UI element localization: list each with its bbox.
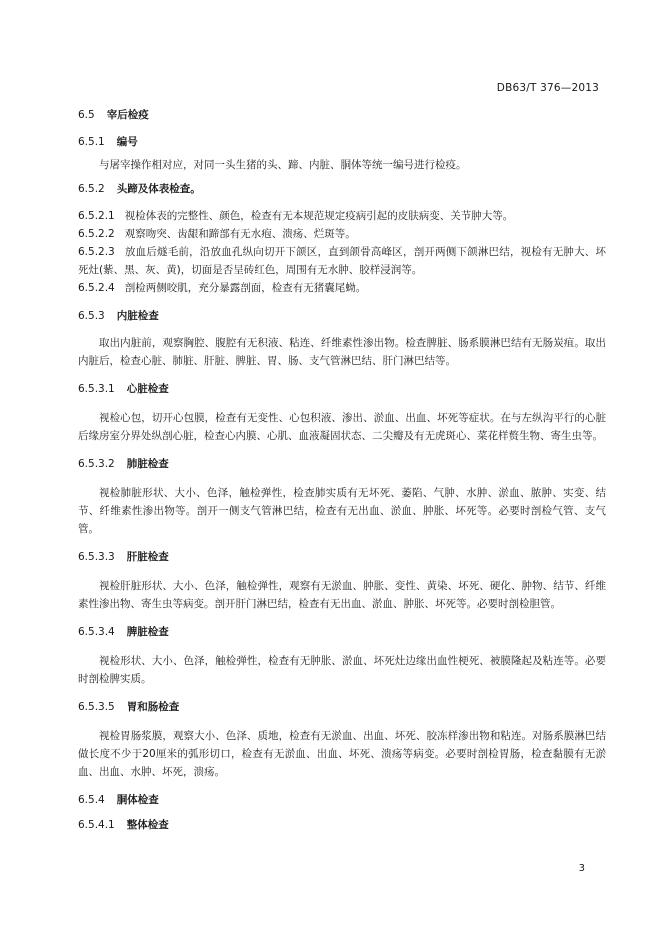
item-text: 观察吻突、齿龈和蹄部有无水疱、溃疡、烂斑等。 (124, 228, 356, 240)
item-number: 6.5.2.3 (78, 246, 115, 258)
page-number: 3 (578, 863, 585, 874)
paragraph-6-5-1: 与屠宰操作相对应，对同一头生猪的头、蹄、内脏、胴体等统一编号进行检疫。 (99, 159, 467, 171)
item-6-5-2-4 (78, 279, 606, 297)
heading-6-5-4 (78, 793, 606, 808)
heading-6-5-3-2 (78, 457, 606, 472)
heading-6-5-1 (78, 135, 606, 150)
heading-number: 6.5.3 (78, 310, 105, 322)
heading-number: 6.5.1 (78, 136, 105, 148)
heading-title: 胴体检查 (116, 794, 159, 806)
heading-title: 头蹄及体表检查。 (116, 183, 201, 195)
heading-title: 脾脏检查 (126, 626, 169, 638)
heading-number: 6.5.3.1 (78, 383, 115, 395)
heading-number: 6.5.2 (78, 183, 105, 195)
heading-number: 6.5 (78, 109, 95, 121)
heading-6-5-3 (78, 309, 606, 324)
paragraph-6-5-3-2: 视检肺脏形状、大小、色泽，触检弹性，检查肺实质有无坏死、萎陷、气肿、水肿、淤血、脓肿、实变、结节、纤维素性渗出物等。剖开一侧支气管淋巴结，检查有无出血、淤血、肿胀、坏死等。必要时剖检气管、支气管。 (78, 487, 606, 535)
heading-6-5-4-1 (78, 818, 606, 833)
paragraph-6-5-3: 取出内脏前，观察胸腔、腹腔有无积液、粘连、纤维素性渗出物。检查脾脏、肠系膜淋巴结有无肠炭疽。取出内脏后，检查心脏、肺脏、肝脏、脾脏、胃、肠、支气管淋巴结、肝门淋巴结等。 (78, 337, 606, 367)
heading-title: 肝脏检查 (126, 551, 169, 563)
paragraph-6-5-3-4: 视检形状、大小、色泽，触检弹性，检查有无肿胀、淤血、坏死灶边缘出血性梗死、被膜隆起及粘连等。必要时剖检脾实质。 (78, 655, 606, 685)
item-text: 剖检两侧咬肌，充分暴露剖面，检查有无猪囊尾蚴。 (124, 282, 367, 294)
heading-6-5-3-1 (78, 382, 606, 397)
heading-title: 胃和肠检查 (126, 701, 180, 713)
item-6-5-2-3 (78, 243, 606, 279)
heading-number: 6.5.3.2 (78, 458, 115, 470)
item-number: 6.5.2.1 (78, 210, 115, 222)
heading-number: 6.5.3.5 (78, 701, 115, 713)
paragraph-6-5-3-1: 视检心包，切开心包膜，检查有无变性、心包积液、渗出、淤血、出血、坏死等症状。在与左纵沟平行的心脏后缘房室分界处纵剖心脏，检查心内膜、心肌、血液凝固状态、二尖瓣及有无虎斑心、菜花样赘生物、寄生虫等。 (78, 412, 606, 442)
paragraph-6-5-3-5: 视检胃肠浆膜，观察大小、色泽、质地，检查有无淤血、出血、坏死、胶冻样渗出物和粘连。对肠系膜淋巴结做长度不少于20厘米的弧形切口，检查有无淤血、出血、坏死、溃疡等病变。必要时剖检胃肠，检查黏膜有无淤血、出血、水肿、坏死，溃疡。 (78, 730, 606, 778)
page-content (78, 108, 606, 833)
item-6-5-2-2 (78, 225, 606, 243)
heading-number: 6.5.4 (78, 794, 105, 806)
heading-title: 肺脏检查 (126, 458, 169, 470)
heading-number: 6.5.3.4 (78, 626, 115, 638)
heading-6-5 (78, 108, 606, 123)
heading-title: 心脏检查 (126, 383, 169, 395)
item-text: 视检体表的完整性、颜色，检查有无本规范规定疫病引起的皮肤病变、关节肿大等。 (124, 210, 514, 222)
item-text: 放血后燧毛前，沿放血孔纵向切开下颌区，直到颌骨高峰区，剖开两侧下颌淋巴结，视检有无肿大、坏死灶(紫、黑、灰、黄)，切面是否呈砖红色，周围有无水肿、胶样浸润等。 (78, 246, 606, 276)
heading-title: 整体检查 (126, 819, 169, 831)
item-number: 6.5.2.4 (78, 282, 115, 294)
heading-title: 宰后检疫 (106, 109, 149, 121)
heading-6-5-3-4 (78, 625, 606, 640)
paragraph-6-5-3-3: 视检肝脏形状、大小、色泽，触检弹性，观察有无淤血、肿胀、变性、黄染、坏死、硬化、肿物、结节、纤维素性渗出物、寄生虫等病变。剖开肝门淋巴结，检查有无出血、淤血、肿胀、坏死等。必要时剖检胆管。 (78, 580, 606, 610)
heading-number: 6.5.4.1 (78, 819, 115, 831)
item-number: 6.5.2.2 (78, 228, 115, 240)
heading-title: 内脏检查 (116, 310, 159, 322)
heading-title: 编号 (116, 136, 138, 148)
heading-6-5-3-5 (78, 700, 606, 715)
document-id: DB63/T 376—2013 (496, 82, 599, 94)
heading-6-5-3-3 (78, 550, 606, 565)
heading-6-5-2 (78, 182, 606, 197)
item-6-5-2-1 (78, 207, 606, 225)
heading-number: 6.5.3.3 (78, 551, 115, 563)
